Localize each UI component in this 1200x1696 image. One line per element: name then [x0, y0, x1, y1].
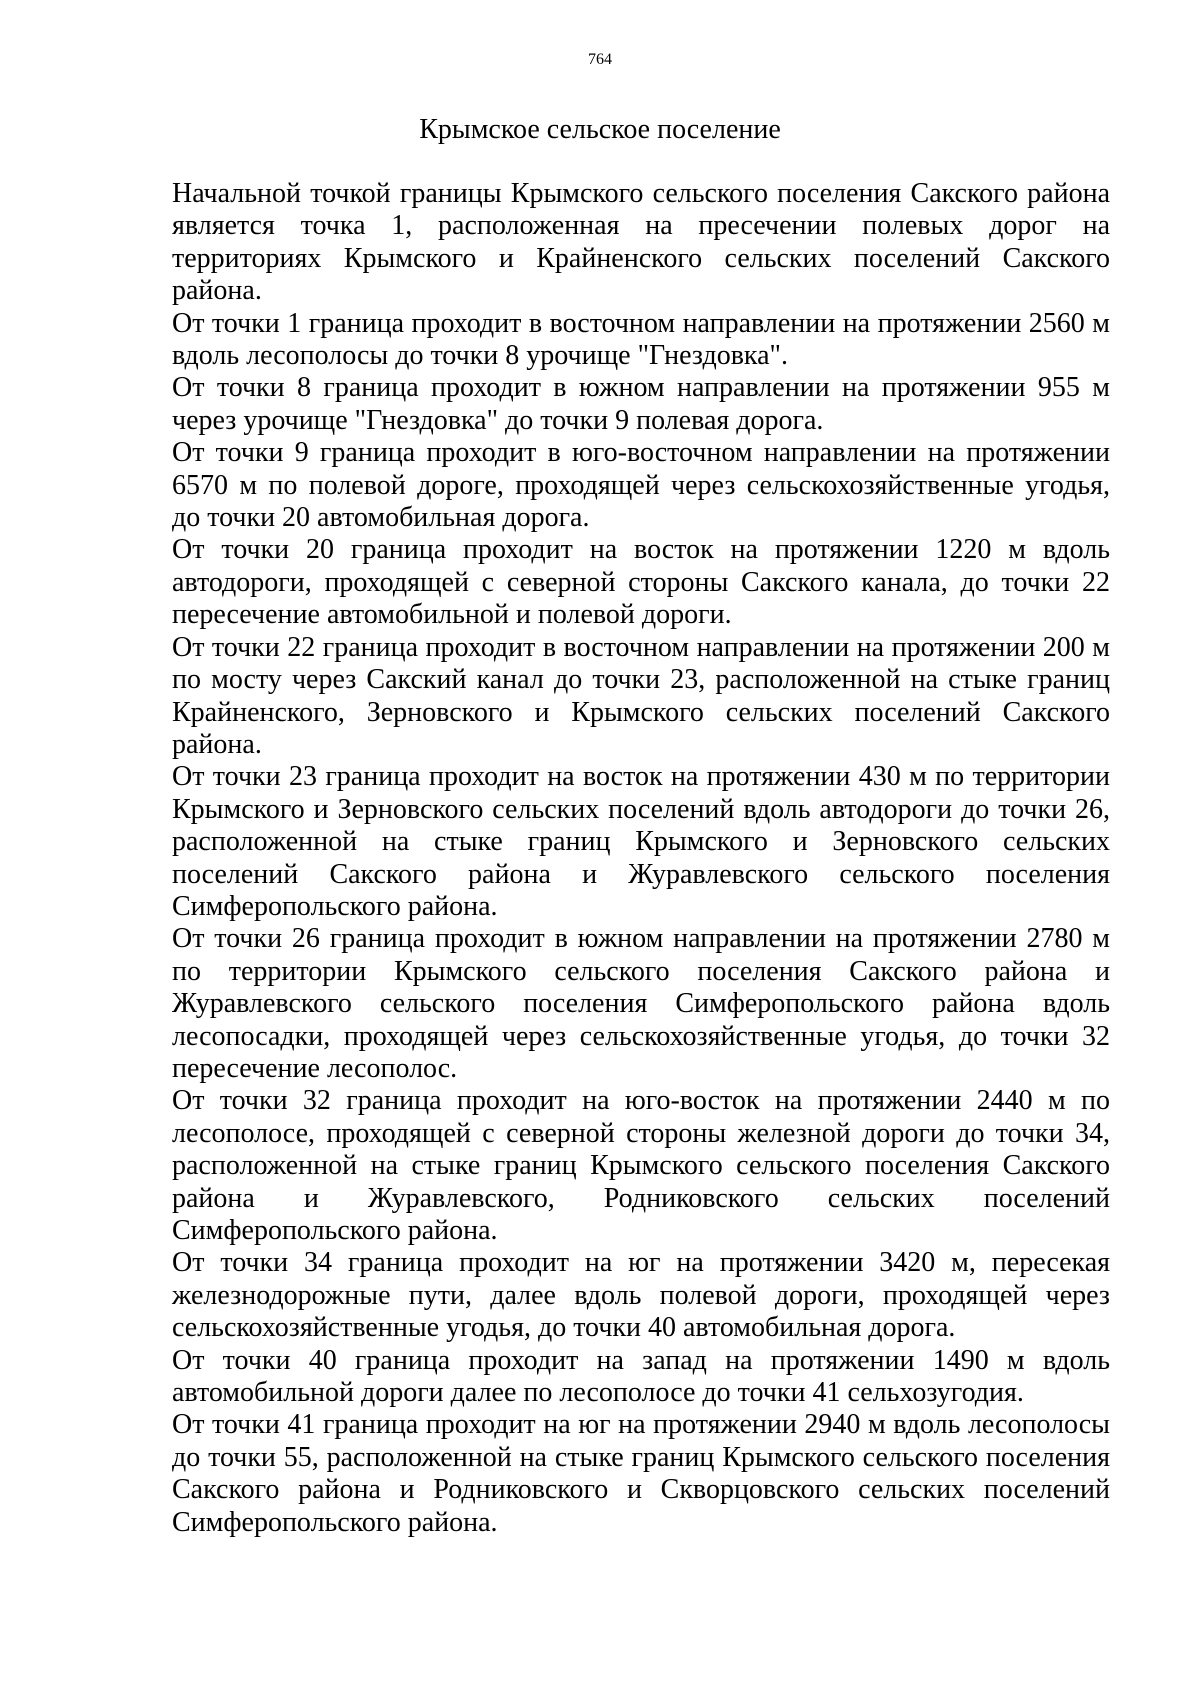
page-number: 764 [588, 51, 612, 68]
paragraph-point-32: От точки 32 граница проходит на юго-восток на протяжении 2440 м по лесополосе, проходящей с северной стороны железной дороги до точки 34, расположенной на стыке границ Крымского сельского поселения Сакского района и Журавлевского, Родниковского сельских поселений Симферопольского района. [172, 1085, 1110, 1246]
paragraph-point-26: От точки 26 граница проходит в южном направлении на протяжении 2780 м по территории Крымского сельского поселения Сакского района и Журавлевского сельского поселения Симферопольского района вдоль лесопосадки, проходящей через сельскохозяйственные угодья, до точки 32 пересечение лесополос. [172, 923, 1110, 1084]
paragraph-point-1: От точки 1 граница проходит в восточном направлении на протяжении 2560 м вдоль лесополосы до точки 8 урочище "Гнездовка". [172, 307, 1110, 372]
paragraph-point-41: От точки 41 граница проходит на юг на протяжении 2940 м вдоль лесополосы до точки 55, расположенной на стыке границ Крымского сельского поселения Сакского района и Родниковского и Скворцовского сельских поселений Симферопольского района. [172, 1409, 1110, 1538]
paragraph-start-point: Начальной точкой границы Крымского сельского поселения Сакского района является точка 1, расположенная на пресечении полевых дорог на территориях Крымского и Крайненского сельских поселений Сакского района. [172, 178, 1110, 307]
document-body [172, 178, 1110, 1539]
paragraph-point-9: От точки 9 граница проходит в юго-восточном направлении на протяжении 6570 м по полевой дороге, проходящей через сельскохозяйственные угодья, до точки 20 автомобильная дорога. [172, 437, 1110, 534]
paragraph-point-40: От точки 40 граница проходит на запад на протяжении 1490 м вдоль автомобильной дороги далее по лесополосе до точки 41 сельхозугодия. [172, 1344, 1110, 1409]
paragraph-point-22: От точки 22 граница проходит в восточном направлении на протяжении 200 м по мосту через Сакский канал до точки 23, расположенной на стыке границ Крайненского, Зерновского и Крымского сельских поселений Сакского района. [172, 631, 1110, 760]
paragraph-point-20: От точки 20 граница проходит на восток на протяжении 1220 м вдоль автодороги, проходящей с северной стороны Сакского канала, до точки 22 пересечение автомобильной и полевой дороги. [172, 534, 1110, 631]
paragraph-point-23: От точки 23 граница проходит на восток на протяжении 430 м по территории Крымского и Зерновского сельских поселений вдоль автодороги до точки 26, расположенной на стыке границ Крымского и Зерновского сельских поселений Сакского района и Журавлевского сельского поселения Симферопольского района. [172, 761, 1110, 922]
paragraph-point-34: От точки 34 граница проходит на юг на протяжении 3420 м, пересекая железнодорожные пути, далее вдоль полевой дороги, проходящей через сельскохозяйственные угодья, до точки 40 автомобильная дорога. [172, 1247, 1110, 1344]
paragraph-point-8: От точки 8 граница проходит в южном направлении на протяжении 955 м через урочище "Гнездовка" до точки 9 полевая дорога. [172, 372, 1110, 436]
document-title: Крымское сельское поселение [419, 114, 781, 145]
